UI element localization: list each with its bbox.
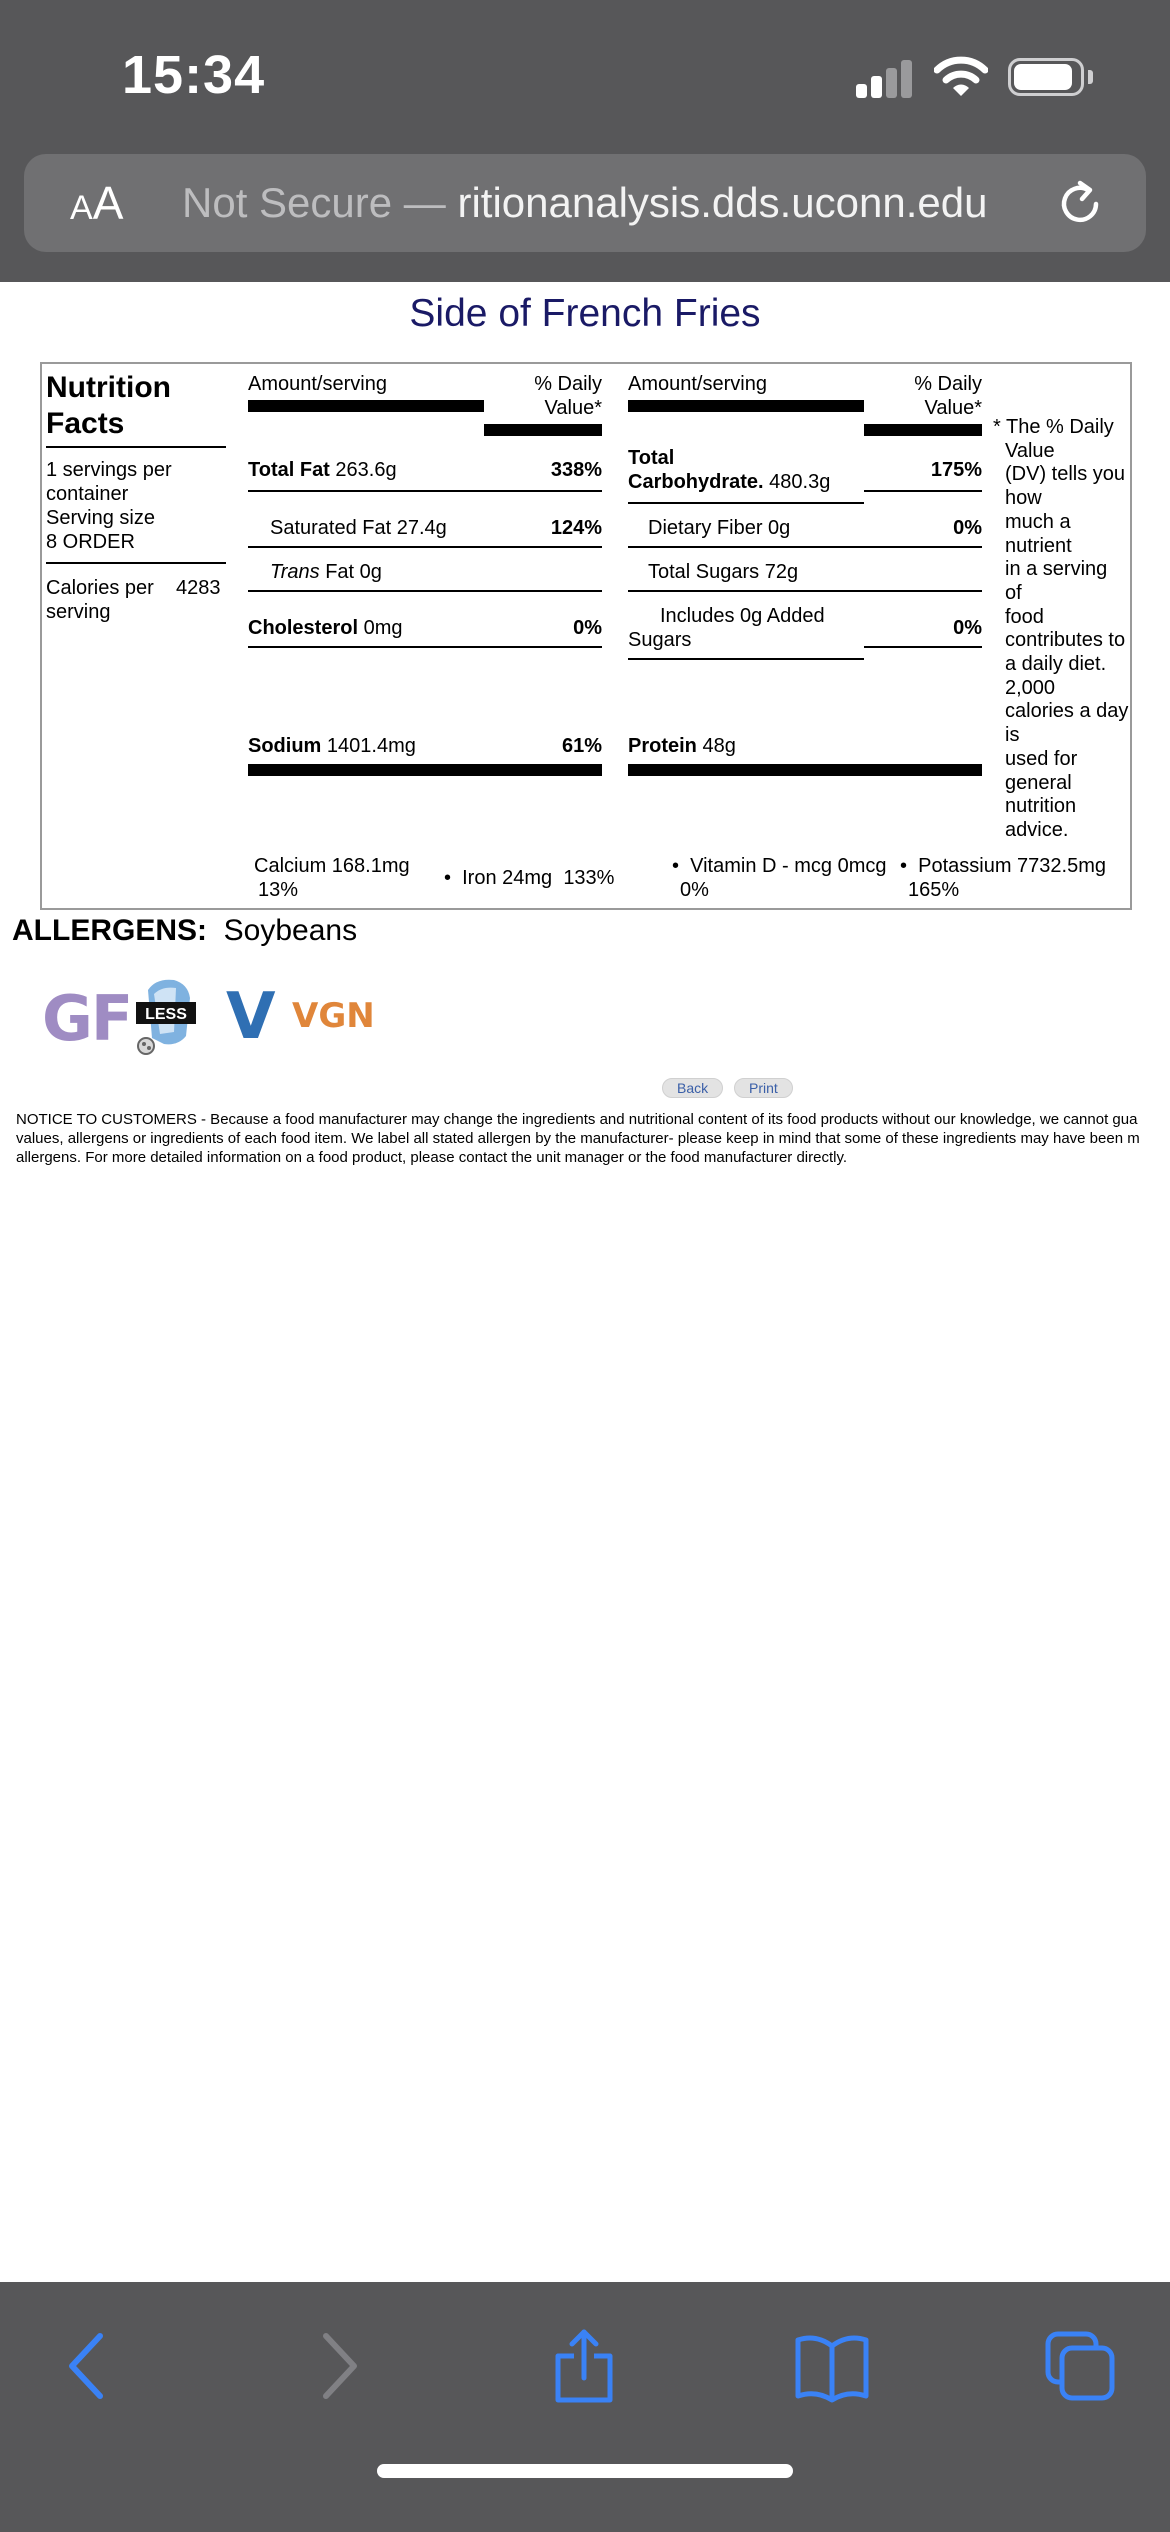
protein-row: Protein 48g: [628, 735, 736, 757]
divider: [46, 446, 226, 448]
dietary-fiber-row: Dietary Fiber 0g: [648, 517, 791, 539]
trans-fat-row: Trans Fat 0g: [270, 561, 382, 583]
bookmarks-icon[interactable]: [794, 2328, 870, 2404]
divider: [864, 646, 982, 648]
print-button[interactable]: Print: [734, 1078, 793, 1098]
divider: [248, 490, 602, 492]
divider: [864, 424, 982, 436]
sodium-dv: 61%: [561, 735, 602, 757]
allergens-label: ALLERGENS:: [12, 914, 207, 947]
cholesterol-dv: 0%: [573, 617, 602, 639]
gluten-free-badge: GF: [42, 982, 132, 1055]
page-title: Side of French Fries: [409, 292, 761, 335]
serving-size-label: Serving size: [46, 507, 155, 529]
url-text[interactable]: [182, 179, 1046, 227]
divider: [628, 658, 864, 660]
calories-label: Calories per serving: [46, 577, 154, 623]
divider: [628, 546, 982, 548]
back-button[interactable]: Back: [662, 1078, 723, 1098]
battery-icon: [1008, 58, 1092, 96]
total-carbohydrate-row: Total Carbohydrate. 480.3g: [628, 447, 831, 493]
divider: [628, 590, 982, 592]
added-sugars-dv: 0%: [953, 617, 982, 639]
divider: [484, 424, 602, 436]
browser-bottom-toolbar: [0, 2282, 1170, 2532]
daily-value-header: % Daily Value*: [914, 373, 982, 419]
serving-size-value: 8 ORDER: [46, 531, 135, 553]
divider: [46, 562, 226, 564]
nutrition-facts-heading: Nutrition Facts: [46, 371, 171, 440]
less-sodium-icon: [134, 976, 200, 1058]
divider: [628, 400, 864, 412]
status-time: 15:34: [122, 45, 266, 105]
iron-item: • Iron 24mg 133%: [444, 867, 615, 889]
divider: [248, 546, 602, 548]
daily-value-header: % Daily Value*: [534, 373, 602, 419]
vitamin-d-item: • Vitamin D - mcg 0mcg 0%: [672, 855, 887, 901]
divider: [248, 400, 484, 412]
reload-icon[interactable]: [1052, 176, 1108, 232]
reader-options-button[interactable]: AA: [70, 177, 124, 229]
url-security-prefix: Not Secure —: [182, 179, 458, 226]
saturated-fat-row: Saturated Fat 27.4g: [270, 517, 447, 539]
back-arrow-icon[interactable]: [50, 2328, 126, 2404]
vegetarian-badge: V: [226, 980, 276, 1054]
servings-per-container: 1 servings per container: [46, 459, 172, 505]
tabs-icon[interactable]: [1042, 2328, 1118, 2404]
potassium-item: • Potassium 7732.5mg 165%: [900, 855, 1107, 901]
share-icon[interactable]: [546, 2328, 622, 2404]
address-bar[interactable]: [24, 154, 1146, 252]
customer-notice: NOTICE TO CUSTOMERS - Because a food manufacturer may change the ingredients and nutritional content of its food products without our knowledge, we cannot gua values, allergens or ingredients of each food item. We label all stated allergen by the manufacturer- please keep in mind that some of these ingredients may have been m allergens. For more detailed information on a food product, please contact the unit manager or the food manufacturer directly.: [16, 1111, 1140, 1166]
divider: [248, 590, 602, 592]
calcium-item: Calcium 168.1mg 13%: [254, 855, 410, 901]
wifi-icon: [934, 56, 988, 98]
saturated-fat-dv: 124%: [550, 517, 602, 539]
calories-value: 4283: [176, 577, 221, 599]
url-host: ritionanalysis.dds.uconn.edu: [457, 179, 988, 226]
nutrition-label: [40, 362, 1132, 910]
amount-serving-header: Amount/serving: [248, 373, 387, 395]
divider: [864, 490, 982, 492]
daily-value-footnote: * The % Daily Value (DV) tells you how much a nutrient in a serving of food contributes to a daily diet. 2,000 calories a day is used for general nutrition advice.: [993, 416, 1129, 841]
amount-serving-header: Amount/serving: [628, 373, 767, 395]
total-sugars-row: Total Sugars 72g: [648, 561, 799, 583]
svg-text:LESS: LESS: [145, 1006, 187, 1023]
vegan-badge: VGN: [292, 996, 375, 1036]
allergens-value: Soybeans: [223, 914, 358, 947]
total-fat-row: Total Fat 263.6g: [248, 459, 397, 481]
divider: [248, 764, 602, 776]
allergens-line: [12, 914, 357, 948]
added-sugars-row: Includes 0g Added Sugars: [628, 605, 825, 651]
home-indicator: [377, 2464, 793, 2478]
browser-top-chrome: [0, 0, 1170, 282]
divider: [248, 646, 602, 648]
total-carbohydrate-dv: 175%: [930, 459, 982, 481]
forward-arrow-icon[interactable]: [300, 2328, 376, 2404]
cellular-signal-icon: [856, 58, 914, 98]
total-fat-dv: 338%: [550, 459, 602, 481]
dietary-fiber-dv: 0%: [953, 517, 982, 539]
cholesterol-row: Cholesterol 0mg: [248, 617, 403, 639]
sodium-row: Sodium 1401.4mg: [248, 735, 416, 757]
divider: [628, 764, 982, 776]
divider: [628, 502, 864, 504]
